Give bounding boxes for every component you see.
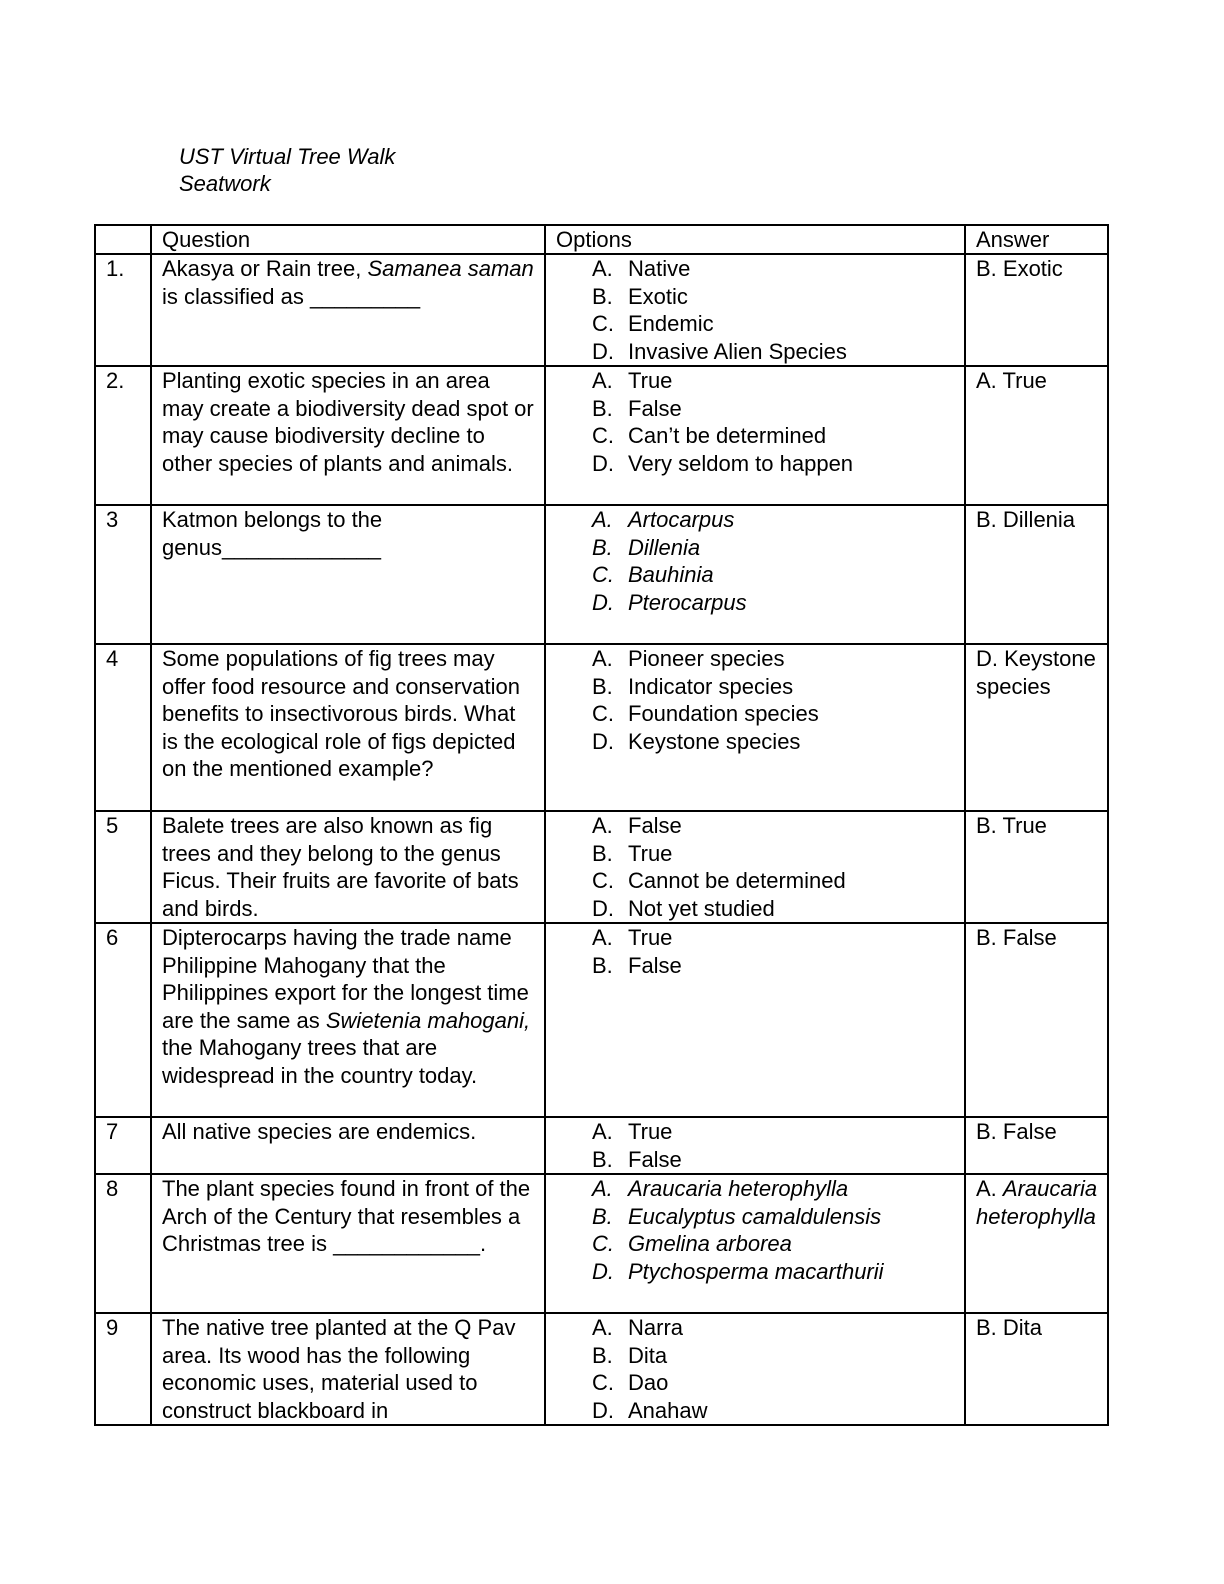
option-item [592,812,956,840]
option-item [592,924,956,952]
answer-cell [965,1117,1108,1174]
answer-column-header: Answer [965,225,1108,254]
question-text-part: is classified as _________ [162,283,421,309]
question-text-part: Dipterocarps having the trade name Philippine Mahogany that the Philippines export for the longest time are the same as [162,925,529,1033]
table-row [95,644,1108,811]
option-text: Ptychosperma macarthurii [628,1258,884,1284]
option-letter: D. [592,450,614,476]
question-number: 4 [95,644,151,811]
options-list [556,1175,956,1285]
question-text [151,366,545,505]
option-text: Very seldom to happen [628,450,854,476]
question-number: 3 [95,505,151,644]
option-letter: A. [592,925,613,950]
question-text-part: All native species are endemics. [162,1119,477,1144]
option-item [592,840,956,868]
option-text: Exotic [628,283,688,309]
answer-text-part: D. Keystone species [976,646,1096,699]
option-text: Can’t be determined [628,423,827,448]
question-number: 9 [95,1313,151,1425]
question-text [151,1313,545,1425]
option-text: True [628,925,673,950]
options-cell [545,505,965,644]
option-letter: C. [592,423,614,448]
question-number: 5 [95,811,151,923]
answer-text-part: B. False [976,925,1057,950]
document-title: UST Virtual Tree Walk [179,144,396,169]
options-list [556,812,956,922]
answer-cell [965,505,1108,644]
question-text-part: Samanea saman [367,256,534,281]
options-list [556,255,956,365]
option-text: Not yet studied [628,895,775,921]
option-text: False [628,952,682,978]
answer-cell [965,811,1108,923]
option-letter: D. [592,589,614,615]
option-item [592,450,956,478]
option-item [592,422,956,450]
option-text: True [628,1119,673,1144]
option-item [592,1258,956,1286]
option-item [592,255,956,283]
option-letter: A. [592,368,613,393]
option-item [592,952,956,980]
option-letter: A. [592,1176,613,1201]
option-text: False [628,1146,682,1172]
question-text [151,1117,545,1174]
options-cell [545,254,965,366]
option-letter: B. [592,1203,613,1229]
question-number: 6 [95,923,151,1117]
table-row [95,811,1108,923]
option-item [592,338,956,366]
options-list [556,645,956,755]
option-text: Pterocarpus [628,589,747,615]
options-cell [545,1117,965,1174]
option-text: Gmelina arborea [628,1231,792,1256]
option-item [592,310,956,338]
option-item [592,1118,956,1146]
option-text: False [628,395,682,421]
option-letter: A. [592,507,613,532]
question-text [151,644,545,811]
document-header [179,143,395,197]
option-text: Dillenia [628,534,701,560]
question-text-part: Swietenia mahogani, [325,1007,531,1033]
seatwork-table [94,224,1109,1426]
question-number: 8 [95,1174,151,1313]
option-item [592,867,956,895]
option-letter: D. [592,1258,614,1284]
options-list [556,924,956,979]
answer-cell [965,254,1108,366]
option-letter: B. [592,1342,613,1368]
document-subtitle: Seatwork [179,171,271,196]
table-header-row [95,225,1108,254]
options-column-header: Options [545,225,965,254]
answer-text-part: B. True [976,813,1047,838]
option-text: Bauhinia [628,562,714,587]
option-letter: A. [592,646,613,671]
option-text: Foundation species [628,701,819,726]
options-cell [545,1313,965,1425]
option-letter: A. [592,256,613,281]
answer-cell [965,644,1108,811]
answer-text-part: B. Dita [976,1315,1043,1340]
options-list [556,1118,956,1173]
option-letter: B. [592,1146,613,1172]
question-column-header: Question [151,225,545,254]
table-body [95,254,1108,1425]
answer-text-part: Araucaria heterophylla [976,1176,1098,1229]
options-list [556,506,956,616]
question-text [151,1174,545,1313]
option-text: Indicator species [628,673,794,699]
option-letter: B. [592,840,613,866]
option-text: Cannot be determined [628,868,846,893]
option-item [592,673,956,701]
option-text: Araucaria heterophylla [628,1176,849,1201]
answer-cell [965,1174,1108,1313]
option-text: False [628,813,682,838]
option-letter: C. [592,1231,614,1256]
option-text: True [628,368,673,393]
option-text: Dita [628,1342,668,1368]
option-letter: D. [592,1397,614,1423]
option-item [592,506,956,534]
answer-text-part: B. Dillenia [976,507,1076,532]
question-text-part: Katmon belongs to the genus_____________ [162,507,383,560]
option-item [592,589,956,617]
option-letter: A. [592,1119,613,1144]
option-item [592,1397,956,1425]
option-letter: C. [592,701,614,726]
answer-text-part: A. True [976,368,1047,393]
option-letter: A. [592,1315,613,1340]
option-item [592,728,956,756]
option-text: Keystone species [628,728,801,754]
option-text: Pioneer species [628,646,785,671]
option-letter: A. [592,813,613,838]
table-row [95,366,1108,505]
table-row [95,254,1108,366]
options-cell [545,811,965,923]
options-cell [545,923,965,1117]
option-letter: D. [592,728,614,754]
question-text-part: The plant species found in front of the Arch of the Century that resembles a Christmas tree is ____________. [162,1176,531,1256]
options-cell [545,366,965,505]
question-number: 7 [95,1117,151,1174]
question-text-part: the Mahogany trees that are widespread in the country today. [162,1035,478,1088]
option-text: Dao [628,1370,669,1395]
option-text: Endemic [628,311,714,336]
option-text: Invasive Alien Species [628,338,847,364]
option-item [592,895,956,923]
answer-cell [965,923,1108,1117]
table-row [95,505,1108,644]
table-row [95,923,1108,1117]
option-letter: C. [592,562,614,587]
answer-cell [965,366,1108,505]
answer-cell [965,1313,1108,1425]
option-text: True [628,840,673,866]
option-letter: B. [592,283,613,309]
option-letter: D. [592,895,614,921]
question-number: 1. [95,254,151,366]
option-letter: B. [592,395,613,421]
option-letter: B. [592,673,613,699]
option-item [592,1203,956,1231]
question-text-part: The native tree planted at the Q Pav area. Its wood has the following economic uses, material used to construct blackboard in [162,1315,516,1423]
option-item [592,1146,956,1174]
options-cell [545,644,965,811]
option-item [592,395,956,423]
option-item [592,367,956,395]
option-letter: C. [592,311,614,336]
question-text-part: Akasya or Rain tree, [162,256,368,281]
question-text [151,254,545,366]
option-text: Anahaw [628,1397,708,1423]
option-item [592,700,956,728]
question-text [151,923,545,1117]
answer-text-part: B. False [976,1119,1057,1144]
option-text: Artocarpus [628,507,735,532]
options-cell [545,1174,965,1313]
number-column-header [95,225,151,254]
option-letter: B. [592,952,613,978]
option-item [592,1175,956,1203]
option-item [592,1230,956,1258]
question-text [151,505,545,644]
question-number: 2. [95,366,151,505]
question-text-part: Planting exotic species in an area may create a biodiversity dead spot or may cause biodiversity decline to other species of plants and animals. [162,368,534,476]
option-letter: D. [592,338,614,364]
option-letter: C. [592,1370,614,1395]
option-letter: B. [592,534,613,560]
table-row [95,1174,1108,1313]
option-item [592,1342,956,1370]
options-list [556,367,956,477]
option-text: Eucalyptus camaldulensis [628,1203,882,1229]
option-item [592,283,956,311]
option-item [592,645,956,673]
option-text: Native [628,256,691,281]
options-list [556,1314,956,1424]
option-item [592,561,956,589]
option-text: Narra [628,1315,684,1340]
table-row [95,1313,1108,1425]
table-row [95,1117,1108,1174]
question-text-part: Some populations of fig trees may offer food resource and conservation benefits to insectivorous birds. What is the ecological role of figs depicted on the mentioned example? [162,646,520,781]
answer-text-part: A. [976,1176,1003,1201]
question-text [151,811,545,923]
question-text-part: Balete trees are also known as fig trees and they belong to the genus Ficus. Their fruits are favorite of bats and birds. [162,813,519,921]
option-item [592,1369,956,1397]
option-item [592,534,956,562]
answer-text-part: B. Exotic [976,256,1063,281]
option-item [592,1314,956,1342]
option-letter: C. [592,868,614,893]
